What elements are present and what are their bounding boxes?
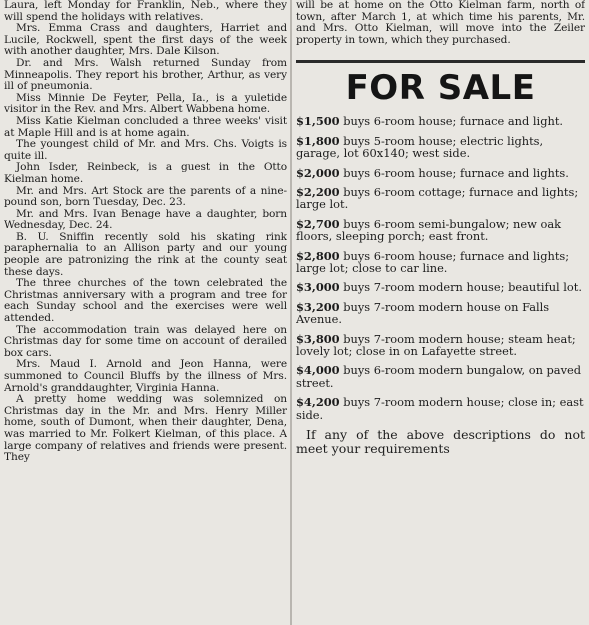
listing-text: buys 7-room modern house; close in; east side. <box>296 395 584 422</box>
listing-item <box>296 281 585 293</box>
listing-text: buys 6-room modern bungalow, on paved street. <box>296 363 582 390</box>
listing-price: $2,800 <box>296 248 340 263</box>
listing-item <box>296 364 585 389</box>
column-divider <box>290 0 292 625</box>
ad-footer-text: If any of the above descriptions do not meet your requirements <box>296 427 585 456</box>
local-news-column <box>4 0 287 625</box>
listing-item <box>296 396 585 421</box>
news-item: The accommodation train was delayed here on Christmas day for some time on account of derailed box cars. <box>4 323 287 359</box>
listing-item <box>296 250 585 275</box>
listing-price: $3,800 <box>296 331 340 346</box>
news-item: Mr. and Mrs. Art Stock are the parents of a nine-pound son, born Tuesday, Dec. 23. <box>4 184 287 209</box>
ad-title: FOR SALE <box>345 68 536 109</box>
listing-text: buys 6-room house; furnace and lights; large lot; close to car line. <box>296 248 570 276</box>
news-item: John Isder, Reinbeck, is a guest in the Otto Kielman home. <box>4 161 287 185</box>
listing-price: $2,700 <box>296 216 340 231</box>
listing-item <box>296 333 585 358</box>
listing-price: $2,000 <box>296 165 340 180</box>
listing-text: buys 7-room modern house; steam heat; lovely lot; close in on Lafayette street. <box>296 331 576 359</box>
news-item: Mrs. Emma Crass and daughters, Harriet and Lucile, Rockwell, spent the first days of the week with another daughter, Mrs. Dale Kilson. <box>4 22 287 58</box>
listing-item <box>296 167 585 179</box>
listing-price: $1,500 <box>296 114 340 129</box>
right-column <box>296 0 585 625</box>
listing-text: buys 6-room cottage; furnace and lights; large lot. <box>296 185 579 212</box>
listing-price: $2,200 <box>296 185 340 199</box>
listing-text: buys 5-room house; electric lights, garage, lot 60x140; west side. <box>296 133 544 161</box>
news-item: B. U. Sniffin recently sold his skating rink paraphernalia to an Allison party and our young people are patronizing the rink at the county seat these days. <box>4 230 287 278</box>
listing-price: $1,800 <box>296 133 340 148</box>
news-item: Miss Minnie De Feyter, Pella, Ia., is a yuletide visitor in the Rev. and Mrs. Albert Wabbena home. <box>4 91 287 116</box>
news-item: A pretty home wedding was solemnized on Christmas day in the Mr. and Mrs. Henry Miller home, south of Dumont, when their daughter, Dena, was married to Mr. Folkert Kielman, of this place. A large company of relatives and friends were present. They <box>4 393 287 464</box>
news-item: The youngest child of Mr. and Mrs. Chs. Voigts is quite ill. <box>4 138 287 162</box>
listing-item <box>296 218 585 243</box>
news-item: The three churches of the town celebrated the Christmas anniversary with a program and tree for each Sunday school and the exercises were well attended. <box>4 277 287 325</box>
listing-price: $3,000 <box>296 280 340 295</box>
listing-text: buys 6-room house; furnace and lights. <box>343 165 569 180</box>
news-item: Miss Katie Kielman concluded a three weeks' visit at Maple Hill and is at home again. <box>4 114 287 139</box>
news-item: Mrs. Maud I. Arnold and Jeon Hanna, were summoned to Council Bluffs by the illness of Mrs. Arnold's granddaughter, Virginia Hanna. <box>4 358 287 394</box>
listing-text: buys 7-room modern house on Falls Avenue. <box>296 299 550 327</box>
listing-item <box>296 301 585 326</box>
listing-text: buys 6-room house; furnace and light. <box>343 114 564 129</box>
listing-price: $4,000 <box>296 363 340 378</box>
news-item: Mr. and Mrs. Ivan Benage have a daughter, born Wednesday, Dec. 24. <box>4 207 287 232</box>
listing-item <box>296 115 585 127</box>
for-sale-listings <box>296 115 585 421</box>
listing-price: $4,200 <box>296 395 340 410</box>
news-item: Dr. and Mrs. Walsh returned Sunday from Minneapolis. They report his brother, Arthur, as very ill of pneumonia. <box>4 56 287 93</box>
listing-price: $3,200 <box>296 299 340 314</box>
news-item: Laura, left Monday for Franklin, Neb., where they will spend the holidays with relatives. <box>4 0 287 23</box>
continued-news-item: will be at home on the Otto Kielman farm, north of town, after March 1, at which time his parents, Mr. and Mrs. Otto Kielman, will move into the Zeiler property in town, which they purchased. <box>296 0 585 46</box>
listing-text: buys 6-room semi-bungalow; new oak floors, sleeping porch; east front. <box>296 216 562 244</box>
ad-border-rule <box>296 60 585 63</box>
listing-item <box>296 135 585 160</box>
listing-text: buys 7-room modern house; beautiful lot. <box>343 280 582 295</box>
listing-item <box>296 186 585 211</box>
